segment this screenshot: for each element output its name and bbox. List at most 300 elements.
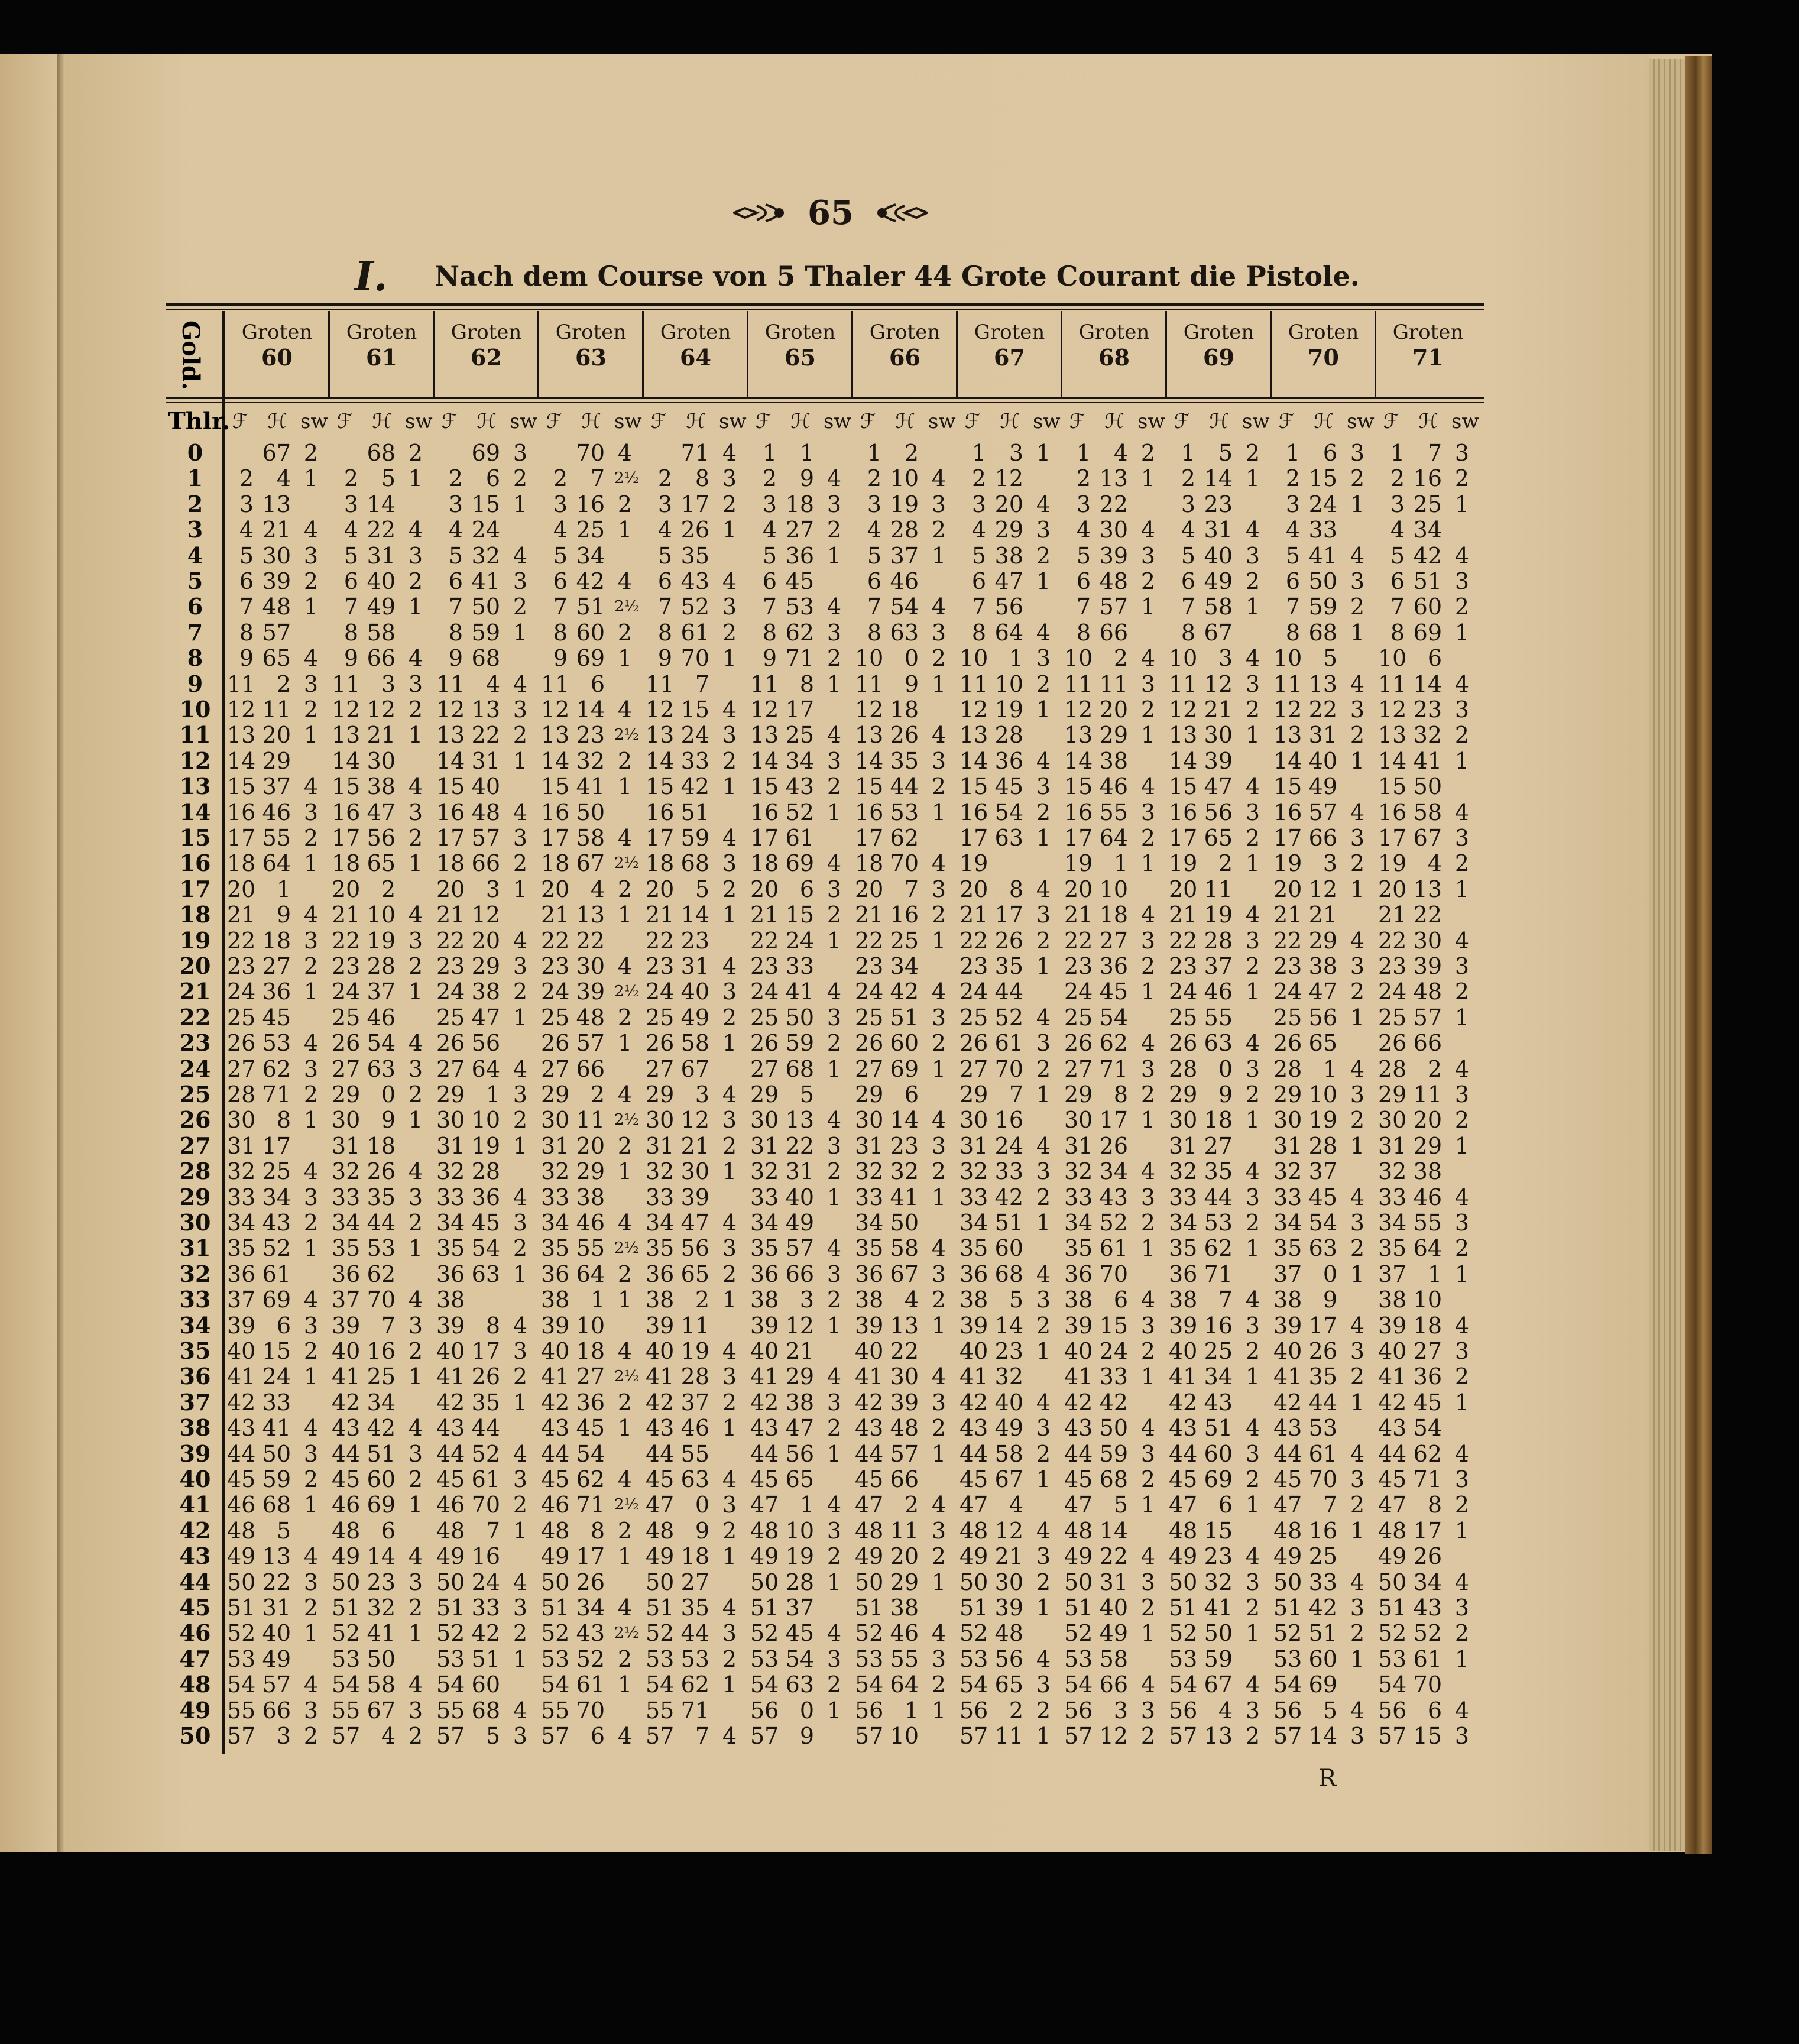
thaler-value: 55 [332,1697,361,1724]
swaren-value: 1 [1140,465,1156,492]
thaler-value: 35 [646,1235,675,1262]
swaren-value: 4 [826,1235,842,1262]
thaler-value: 5 [1285,542,1300,569]
grote-value: 68 [262,1492,291,1518]
thaler-value: 43 [750,1415,779,1442]
swaren-value: 1 [1245,1107,1260,1133]
grote-value: 64 [1413,1235,1442,1262]
book-gutter [57,54,65,1852]
thaler-value: 12 [1273,697,1302,723]
thaler-value: 1 [1181,440,1195,466]
swaren-value: 4 [1245,1287,1260,1313]
thaler-value: 38 [750,1287,779,1313]
grote-value: 43 [576,1620,605,1647]
row-label: 19 [179,927,211,954]
row-label: 10 [179,696,211,723]
grote-value: 67 [576,850,605,877]
swaren-value: 2 [1245,825,1260,851]
grote-value: 34 [890,953,919,979]
grote-value: 50 [1099,1415,1128,1442]
grote-value: 30 [1099,517,1128,543]
swaren-value: 1 [1245,979,1260,1005]
grote-value: 45 [1413,1389,1442,1415]
grote-value: 57 [1099,594,1128,620]
grote-value: 39 [890,1389,919,1415]
grote-value: 34 [576,542,605,569]
grote-value: 50 [1308,568,1337,594]
grote-value: 39 [994,1595,1023,1621]
swaren-value: 3 [513,697,528,723]
swaren-value: 4 [931,1235,946,1262]
swaren-value: 3 [1350,1723,1365,1749]
group-value: 69 [1203,344,1234,371]
unit-label: ℱ [546,410,562,433]
grote-value: 42 [680,773,709,800]
swaren-value: 4 [303,1287,319,1313]
thaler-value: 40 [227,1338,256,1364]
grote-value: 9 [381,1107,396,1133]
swaren-value: 1 [1454,1261,1470,1287]
swaren-value: 3 [1036,1415,1051,1442]
swaren-value: 1 [1140,594,1156,620]
row-label: 46 [179,1619,211,1647]
swaren-value: 3 [1140,927,1156,954]
swaren-value: 1 [931,1569,946,1595]
unit-label: ℋ [477,410,497,433]
thaler-value: 52 [750,1620,779,1647]
thaler-value: 31 [960,1132,988,1159]
thaler-value: 35 [227,1235,256,1262]
grote-value: 26 [890,722,919,749]
swaren-value: 4 [1036,1645,1051,1672]
swaren-value: 2 [1140,825,1156,851]
thaler-value: 57 [646,1723,675,1749]
unit-label: ℱ [1278,410,1295,433]
swaren-value: 2 [1350,1492,1365,1518]
swaren-value: 4 [931,465,946,492]
swaren-value: 2 [513,1492,528,1518]
swaren-value: 2½ [614,1111,639,1129]
grote-value: 10 [890,465,919,492]
grote-value: 29 [890,1569,919,1595]
grote-value: 15 [262,1338,291,1364]
thaler-value: 52 [960,1620,988,1647]
grote-value: 67 [1413,825,1442,851]
thaler-value: 22 [227,927,256,954]
row-label: 21 [179,978,211,1005]
row-label: 16 [179,850,211,877]
grote-value: 13 [785,1107,814,1133]
swaren-value: 1 [617,1030,633,1057]
thaler-value: 6 [1390,568,1405,594]
thaler-value: 50 [227,1569,256,1595]
swaren-value: 1 [303,850,319,877]
thaler-value: 16 [1064,799,1093,825]
grote-value: 2 [904,440,919,466]
swaren-value: 2 [722,619,737,646]
thaler-value: 45 [1273,1466,1302,1492]
swaren-value: 2 [408,697,423,723]
thaler-value: 40 [855,1338,884,1364]
swaren-value: 3 [1245,799,1260,825]
swaren-value: 2 [931,517,946,543]
swaren-value: 1 [722,517,737,543]
grote-value: 49 [1204,568,1233,594]
grote-value: 8 [276,1107,291,1133]
thaler-value: 25 [1169,1004,1198,1031]
thaler-value: 38 [1378,1287,1407,1313]
thaler-value: 26 [750,1030,779,1057]
swaren-value: 4 [513,799,528,825]
thaler-value: 32 [1273,1158,1302,1185]
grote-value: 61 [1308,1440,1337,1467]
thaler-value: 11 [750,670,779,697]
grote-value: 52 [262,1235,291,1262]
grote-value: 20 [576,1132,605,1159]
grote-value: 54 [1308,1210,1337,1236]
grote-value: 3 [1009,440,1023,466]
grote-value: 44 [680,1620,709,1647]
thaler-value: 51 [855,1595,884,1621]
thaler-value: 35 [1064,1235,1093,1262]
thaler-value: 43 [227,1415,256,1442]
thaler-value: 6 [239,568,254,594]
thaler-value: 51 [332,1595,361,1621]
row-label: 34 [179,1311,211,1339]
thaler-value: 28 [1273,1055,1302,1082]
unit-label: ℋ [895,410,915,433]
grote-value: 64 [471,1055,500,1082]
swaren-value: 4 [826,850,842,877]
gold-label [168,315,219,394]
swaren-value: 4 [722,1466,737,1492]
thaler-value: 44 [1273,1440,1302,1467]
swaren-value: 2 [1350,465,1365,492]
swaren-value: 3 [513,1081,528,1107]
thaler-value: 37 [1273,1261,1302,1287]
grote-value: 59 [1204,1645,1233,1672]
swaren-value: 1 [513,1132,528,1159]
grote-value: 7 [1427,440,1442,466]
swaren-value: 1 [513,1261,528,1287]
thaler-value: 36 [541,1261,570,1287]
thaler-value: 19 [1378,850,1407,877]
grote-value: 18 [262,927,291,954]
swaren-value: 2 [513,594,528,620]
thaler-value: 48 [1064,1517,1093,1544]
swaren-value: 1 [826,1312,842,1339]
grote-value: 31 [1308,722,1337,749]
group-word: Groten [764,320,836,344]
swaren-value: 1 [826,670,842,697]
grote-value: 15 [471,491,500,517]
thaler-value: 35 [1378,1235,1407,1262]
grote-value: 26 [1308,1338,1337,1364]
thaler-value: 19 [1273,850,1302,877]
thaler-value: 11 [1273,670,1302,697]
swaren-value: 3 [931,619,946,646]
thaler-value: 20 [436,876,465,902]
swaren-value: 1 [1245,1492,1260,1518]
swaren-value: 4 [408,1543,423,1570]
thaler-value: 42 [332,1389,361,1415]
unit-label: sw [1033,410,1061,433]
swaren-value: 3 [722,465,737,492]
grote-value: 60 [890,1030,919,1057]
grote-value: 31 [785,1158,814,1185]
grote-value: 12 [367,697,396,723]
table-top-rule-thin [166,309,1484,310]
swaren-value: 1 [722,1030,737,1057]
thaler-value: 13 [332,722,361,749]
thaler-value: 50 [646,1569,675,1595]
grote-value: 39 [1204,747,1233,774]
thaler-value: 50 [1169,1569,1198,1595]
thaler-value: 15 [646,773,675,800]
swaren-value: 1 [513,1517,528,1544]
thaler-value: 7 [1285,594,1300,620]
grote-value: 2 [1427,1055,1442,1082]
grote-value: 23 [890,1132,919,1159]
thaler-value: 32 [436,1158,465,1185]
thaler-value: 15 [1273,773,1302,800]
thaler-value: 51 [960,1595,988,1621]
thaler-value: 43 [855,1415,884,1442]
grote-value: 52 [1099,1210,1128,1236]
swaren-value: 3 [722,979,737,1005]
grote-value: 16 [576,491,605,517]
grote-value: 26 [1413,1543,1442,1570]
thaler-value: 24 [750,979,779,1005]
swaren-value: 2 [408,1081,423,1107]
group-header [329,320,434,391]
swaren-value: 2 [826,1158,842,1185]
swaren-value: 2 [408,825,423,851]
thaler-value: 42 [1169,1389,1198,1415]
grote-value: 63 [1308,1235,1337,1262]
thaler-value: 29 [332,1081,361,1107]
thaler-value: 49 [855,1543,884,1570]
swaren-value: 1 [931,670,946,697]
thaler-value: 38 [436,1287,465,1313]
thaler-value: 32 [1169,1158,1198,1185]
thaler-value: 57 [332,1723,361,1749]
thaler-value: 50 [541,1569,570,1595]
swaren-value: 1 [1036,1595,1051,1621]
thaler-value: 20 [646,876,675,902]
swaren-value: 1 [1454,1645,1470,1672]
grote-value: 38 [367,773,396,800]
grote-value: 6 [276,1312,291,1339]
grote-value: 6 [904,1081,919,1107]
swaren-value: 2 [931,1287,946,1313]
thaler-value: 11 [646,670,675,697]
thaler-value: 43 [1064,1415,1093,1442]
grote-value: 10 [367,902,396,928]
swaren-value: 3 [1350,1081,1365,1107]
grote-value: 9 [276,902,291,928]
swaren-value: 2 [408,953,423,979]
grote-value: 57 [890,1440,919,1467]
grote-value: 33 [1099,1363,1128,1390]
grote-value: 44 [367,1210,396,1236]
swaren-value: 4 [303,1672,319,1698]
grote-value: 2 [276,670,291,697]
thaler-value: 56 [1169,1697,1198,1724]
swaren-value: 4 [1454,1055,1470,1082]
thaler-value: 26 [855,1030,884,1057]
thaler-value: 48 [1273,1517,1302,1544]
grote-value: 1 [1427,1261,1442,1287]
thaler-value: 50 [960,1569,988,1595]
grote-value: 15 [1308,465,1337,492]
thaler-value: 39 [1064,1312,1093,1339]
thaler-value: 16 [1169,799,1198,825]
thaler-value: 43 [1378,1415,1407,1442]
thaler-value: 23 [855,953,884,979]
thaler-value: 35 [1273,1235,1302,1262]
swaren-value: 2 [303,697,319,723]
thaler-value: 47 [750,1492,779,1518]
thaler-value: 15 [436,773,465,800]
swaren-value: 4 [1036,747,1051,774]
swaren-value: 2 [513,1235,528,1262]
grote-value: 37 [262,773,291,800]
thaler-value: 2 [657,465,672,492]
thaler-value: 36 [960,1261,988,1287]
grote-value: 14 [1204,465,1233,492]
swaren-value: 2 [617,1261,633,1287]
thaler-value: 21 [1378,902,1407,928]
thaler-value: 21 [1064,902,1093,928]
swaren-value: 4 [303,773,319,800]
thaler-value: 4 [971,517,986,543]
swaren-value: 1 [617,1543,633,1570]
grote-value: 10 [576,1312,605,1339]
swaren-value: 2 [1245,953,1260,979]
grote-value: 1 [276,876,291,902]
thaler-value: 48 [960,1517,988,1544]
grote-value: 22 [1413,902,1442,928]
grote-value: 34 [1413,517,1442,543]
swaren-value: 2 [931,1672,946,1698]
swaren-value: 4 [408,1672,423,1698]
grote-value: 38 [994,542,1023,569]
row-label: 43 [179,1543,211,1570]
grote-value: 25 [367,1363,396,1390]
grote-value: 33 [1308,517,1337,543]
thaler-value: 41 [855,1363,884,1390]
thaler-value: 3 [1181,491,1195,517]
swaren-value: 1 [722,902,737,928]
swaren-value: 3 [1036,902,1051,928]
swaren-value: 2 [1454,850,1470,877]
thaler-value: 36 [750,1261,779,1287]
swaren-value: 4 [826,594,842,620]
thaler-value: 32 [960,1158,988,1185]
swaren-value: 4 [1350,927,1365,954]
thaler-value: 4 [1390,517,1405,543]
grote-value: 2 [1009,1697,1023,1724]
swaren-value: 3 [722,850,737,877]
grote-value: 17 [994,902,1023,928]
group-word: Groten [1078,320,1150,344]
thaler-value: 11 [332,670,361,697]
swaren-value: 3 [931,491,946,517]
grote-value: 57 [262,619,291,646]
thaler-value: 33 [1273,1184,1302,1210]
grote-value: 48 [994,1620,1023,1647]
thaler-value: 57 [1064,1723,1093,1749]
swaren-value: 4 [1350,1697,1365,1724]
thaler-value: 53 [750,1645,779,1672]
thaler-value: 4 [1285,517,1300,543]
thaler-value: 53 [436,1645,465,1672]
thaler-value: 12 [227,697,256,723]
thaler-value: 31 [1273,1132,1302,1159]
thaler-value: 34 [332,1210,361,1236]
thaler-value: 18 [436,850,465,877]
grote-value: 65 [262,645,291,672]
grote-value: 38 [471,979,500,1005]
thaler-value: 7 [343,594,358,620]
grote-value: 28 [367,953,396,979]
swaren-value: 2 [1036,670,1051,697]
thaler-value: 12 [855,697,884,723]
grote-value: 5 [799,1081,814,1107]
swaren-value: 4 [1350,1184,1365,1210]
thaler-value: 50 [1273,1569,1302,1595]
grote-value: 31 [471,747,500,774]
swaren-value: 3 [408,1569,423,1595]
swaren-value: 2 [826,517,842,543]
swaren-value: 3 [1036,517,1051,543]
swaren-value: 3 [1036,1030,1051,1057]
grote-value: 3 [1218,645,1233,672]
grote-value: 0 [1218,1055,1233,1082]
thaler-value: 6 [343,568,358,594]
unit-label: ℋ [372,410,392,433]
grote-value: 10 [471,1107,500,1133]
swaren-value: 3 [513,1595,528,1621]
swaren-value: 3 [1454,440,1470,466]
thaler-value: 18 [227,850,256,877]
swaren-value: 2 [408,1595,423,1621]
grote-value: 35 [994,953,1023,979]
swaren-value: 4 [1036,619,1051,646]
grote-value: 58 [367,619,396,646]
thaler-value: 12 [960,697,988,723]
thaler-value: 41 [332,1363,361,1390]
grote-value: 48 [471,799,500,825]
grote-value: 41 [576,773,605,800]
thaler-value: 36 [1064,1261,1093,1287]
thaler-value: 51 [1378,1595,1407,1621]
grote-value: 17 [680,491,709,517]
thaler-value: 54 [1273,1672,1302,1698]
grote-value: 22 [890,1338,919,1364]
unit-label: ℋ [790,410,811,433]
row-label: 4 [187,542,203,569]
grote-value: 48 [1099,568,1128,594]
swaren-value: 4 [303,517,319,543]
row-label: 31 [179,1235,211,1262]
thaler-value: 18 [646,850,675,877]
thaler-value: 13 [855,722,884,749]
grote-value: 13 [262,491,291,517]
thaler-value: 41 [227,1363,256,1390]
swaren-value: 1 [1245,850,1260,877]
